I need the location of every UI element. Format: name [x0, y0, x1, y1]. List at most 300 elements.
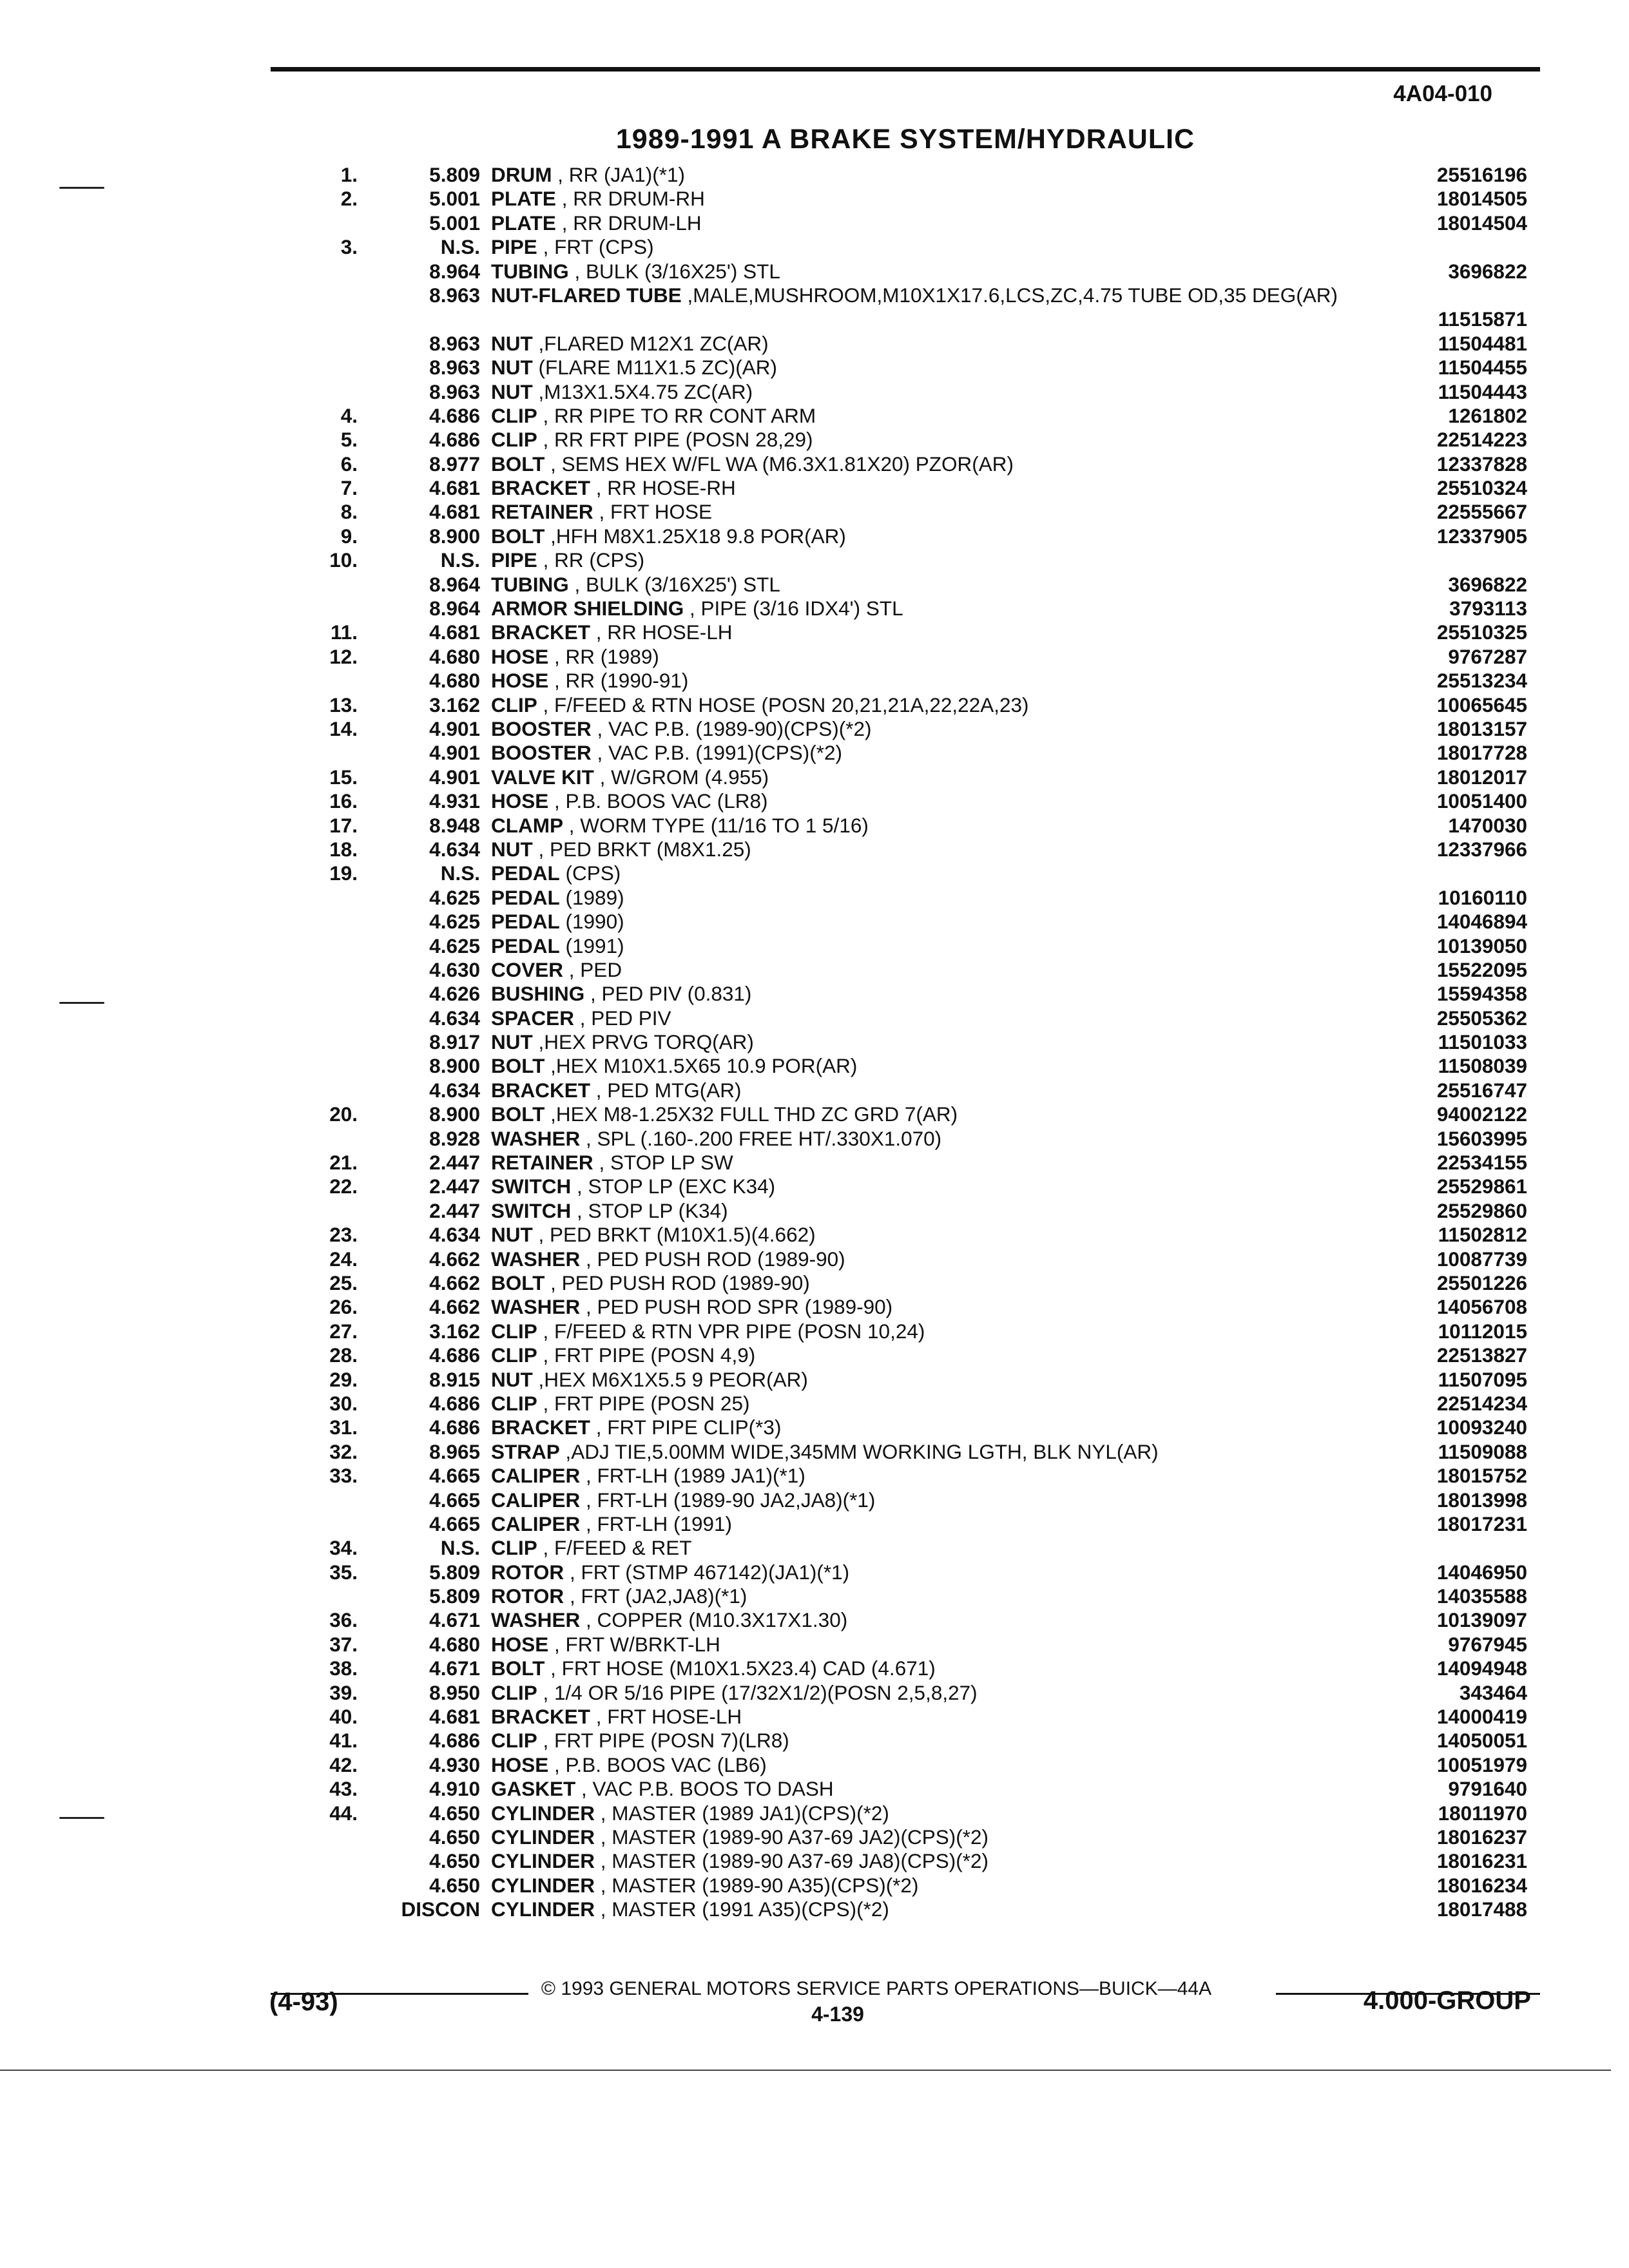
- part-detail: ,HEX M10X1.5X65 10.9 POR(AR): [550, 1054, 858, 1078]
- item-ref-number: 16.: [329, 789, 358, 813]
- part-detail: ,HEX PRVG TORQ(AR): [538, 1030, 754, 1054]
- table-row: [284, 1898, 1527, 1921]
- part-name: PLATE: [491, 187, 556, 211]
- group-number: 8.948: [429, 813, 480, 837]
- item-ref-number: 11.: [330, 620, 358, 644]
- part-detail: , STOP LP (EXC K34): [577, 1175, 776, 1198]
- table-row: [284, 934, 1527, 958]
- footer-copyright: © 1993 GENERAL MOTORS SERVICE PARTS OPERATIONS—BUICK—44A: [541, 1978, 1212, 1999]
- part-description: [491, 1368, 1458, 1392]
- item-ref-number: 2.: [340, 187, 358, 211]
- part-detail: , BULK (3/16X25') STL: [574, 259, 780, 283]
- group-number: 8.964: [429, 597, 480, 620]
- part-number: 14035588: [1436, 1584, 1527, 1608]
- table-row: [284, 476, 1527, 500]
- item-ref-number: 27.: [329, 1319, 358, 1343]
- part-detail: ,HEX M8-1.25X32 FULL THD ZC GRD 7(AR): [550, 1102, 958, 1126]
- part-description: [491, 548, 1458, 572]
- group-number: 4.901: [429, 717, 480, 740]
- part-description: [491, 1030, 1458, 1054]
- table-row: [284, 524, 1527, 548]
- part-number: 11508039: [1438, 1054, 1527, 1078]
- part-detail: , F/FEED & RET: [543, 1536, 692, 1560]
- item-ref-number: 1.: [340, 163, 358, 186]
- part-detail: , FRT-LH (1991): [586, 1512, 733, 1535]
- table-row: [284, 187, 1527, 211]
- table-row: [284, 1079, 1527, 1102]
- table-row: [284, 1127, 1527, 1151]
- group-number: 4.681: [429, 1705, 480, 1729]
- part-number: 10051979: [1436, 1753, 1527, 1776]
- group-number: 4.665: [429, 1464, 480, 1488]
- part-name: RETAINER: [491, 1151, 593, 1175]
- table-row: [284, 1006, 1527, 1030]
- part-detail: (1991): [565, 934, 624, 957]
- table-row: [284, 356, 1527, 380]
- part-number: 25529860: [1436, 1198, 1527, 1222]
- item-ref-number: 36.: [329, 1608, 358, 1632]
- table-row: [284, 332, 1527, 356]
- margin-mark: [59, 1002, 104, 1004]
- part-description: [491, 1440, 1458, 1464]
- part-detail: (1989): [565, 885, 624, 909]
- part-description: [491, 789, 1458, 813]
- table-row: [284, 1633, 1527, 1657]
- item-ref-number: 23.: [329, 1223, 358, 1247]
- part-number: 10065645: [1436, 693, 1527, 716]
- part-name: HOSE: [491, 644, 549, 668]
- part-number: 18013998: [1436, 1488, 1527, 1512]
- table-row: [284, 548, 1527, 572]
- group-number: 4.650: [429, 1873, 480, 1897]
- part-name: STRAP: [491, 1439, 560, 1463]
- part-description: [491, 452, 1458, 476]
- part-detail: (1990): [565, 910, 624, 934]
- table-row: [284, 235, 1527, 259]
- part-name: PIPE: [491, 548, 537, 572]
- part-description: [491, 1584, 1458, 1608]
- table-row: [284, 1247, 1527, 1271]
- group-number: 4.686: [429, 1729, 480, 1753]
- part-name: HOSE: [491, 1753, 549, 1776]
- part-number: 15522095: [1436, 957, 1527, 981]
- part-name: CYLINDER: [491, 1898, 595, 1921]
- part-detail: (CPS): [565, 861, 621, 885]
- part-description: [491, 1802, 1458, 1825]
- part-number: 25516747: [1436, 1078, 1527, 1102]
- part-description: [491, 1512, 1458, 1536]
- part-detail: , FRT HOSE-LH: [595, 1705, 742, 1729]
- part-number: 11507095: [1438, 1367, 1527, 1391]
- part-description: [491, 500, 1458, 524]
- part-description: [491, 1488, 1458, 1512]
- part-detail: , RR (1990-91): [554, 669, 689, 693]
- group-number: 4.681: [429, 500, 480, 524]
- part-description: [491, 1729, 1458, 1753]
- part-description: [491, 1705, 1458, 1729]
- group-number: 8.915: [429, 1367, 480, 1391]
- part-description: [491, 1608, 1458, 1632]
- part-number: 11509088: [1438, 1439, 1527, 1463]
- group-number: 4.634: [429, 1006, 480, 1030]
- part-detail: , P.B. BOOS VAC (LB6): [554, 1753, 767, 1776]
- group-number: 4.680: [429, 669, 480, 693]
- item-ref-number: 4.: [340, 403, 358, 427]
- part-name: GASKET: [491, 1777, 576, 1801]
- part-detail: , PIPE (3/16 IDX4') STL: [689, 597, 903, 620]
- part-description: [491, 356, 1458, 380]
- part-description: [491, 886, 1458, 910]
- group-number: 4.625: [429, 934, 480, 957]
- part-name: NUT: [491, 356, 533, 380]
- page-number: 4-139: [811, 2003, 864, 2026]
- part-name: TUBING: [491, 259, 569, 283]
- group-number: 4.634: [429, 1078, 480, 1102]
- part-description: [491, 861, 1458, 885]
- item-ref-number: 29.: [329, 1367, 358, 1391]
- table-row: [284, 1151, 1527, 1175]
- part-number: 12337905: [1436, 524, 1527, 548]
- part-name: HOSE: [491, 669, 549, 693]
- part-detail: , FRT W/BRKT-LH: [554, 1632, 720, 1656]
- table-row: [284, 1536, 1527, 1560]
- table-row: [284, 789, 1527, 813]
- part-number: 25529861: [1436, 1175, 1527, 1198]
- table-row: [284, 1368, 1527, 1392]
- item-ref-number: 41.: [329, 1729, 358, 1753]
- item-ref-number: 9.: [340, 524, 358, 548]
- table-row: [284, 1874, 1527, 1898]
- part-detail: , PED MTG(AR): [595, 1078, 742, 1102]
- part-name: CLIP: [491, 1729, 537, 1753]
- table-row: [284, 1584, 1527, 1608]
- group-number: 8.900: [429, 1054, 480, 1078]
- part-detail: , RR (CPS): [543, 548, 645, 572]
- table-row: [284, 693, 1527, 717]
- item-ref-number: 14.: [329, 717, 358, 740]
- part-number: 14094948: [1436, 1657, 1527, 1680]
- part-name: ARMOR SHIELDING: [491, 597, 684, 620]
- group-number: N.S.: [440, 1536, 480, 1560]
- part-number: 9767945: [1448, 1632, 1527, 1656]
- item-ref-number: 20.: [329, 1102, 358, 1126]
- part-detail: , SEMS HEX W/FL WA (M6.3X1.81X20) PZOR(AR): [550, 452, 1014, 476]
- part-name: CALIPER: [491, 1464, 581, 1488]
- part-name: BRACKET: [491, 1416, 590, 1439]
- item-ref-number: 43.: [329, 1777, 358, 1801]
- part-number: 18017728: [1436, 741, 1527, 765]
- table-row: [284, 1343, 1527, 1367]
- part-name: VALVE KIT: [491, 765, 594, 789]
- part-detail: , RR PIPE TO RR CONT ARM: [543, 403, 816, 427]
- group-number: 4.686: [429, 1343, 480, 1367]
- table-row: [284, 1030, 1527, 1054]
- group-number: 4.650: [429, 1801, 480, 1825]
- part-detail: , F/FEED & RTN HOSE (POSN 20,21,21A,22,22A,23): [543, 693, 1029, 716]
- item-ref-number: 38.: [329, 1657, 358, 1680]
- table-row: [284, 645, 1527, 669]
- part-number: 94002122: [1436, 1102, 1527, 1126]
- part-number: [1392, 548, 1527, 572]
- item-ref-number: 6.: [340, 452, 358, 476]
- part-name: CYLINDER: [491, 1801, 595, 1825]
- parts-list: [284, 163, 1527, 1922]
- item-ref-number: 10.: [329, 548, 358, 572]
- part-detail: , PED: [568, 957, 622, 981]
- group-number: 4.686: [429, 1416, 480, 1439]
- group-number: 8.963: [429, 331, 480, 355]
- part-detail: , FRT PIPE (POSN 7)(LR8): [543, 1729, 789, 1753]
- part-description: [491, 1199, 1458, 1223]
- part-name: NUT: [491, 1223, 533, 1247]
- part-detail: , MASTER (1989-90 A37-69 JA8)(CPS)(*2): [600, 1849, 989, 1873]
- part-number: [1392, 235, 1527, 259]
- part-number: 18012017: [1436, 765, 1527, 789]
- table-row: [284, 1657, 1527, 1680]
- table-row: [284, 597, 1527, 620]
- part-name: BOLT: [491, 1271, 545, 1294]
- part-number: 22513827: [1436, 1343, 1527, 1367]
- part-number: 14046950: [1436, 1560, 1527, 1584]
- item-ref-number: 39.: [329, 1680, 358, 1704]
- part-name: PEDAL: [491, 910, 560, 934]
- part-number: 25510324: [1436, 476, 1527, 500]
- part-number: 343464: [1459, 1680, 1527, 1704]
- part-number: 25501226: [1436, 1271, 1527, 1294]
- table-row: [284, 717, 1527, 741]
- part-name: BOLT: [491, 452, 545, 476]
- part-description: [491, 1343, 1458, 1367]
- part-number: 18016231: [1436, 1849, 1527, 1873]
- table-row: [284, 500, 1527, 524]
- part-name: BOLT: [491, 524, 545, 548]
- table-row: [284, 886, 1527, 910]
- part-number: 25510325: [1436, 620, 1527, 644]
- part-description: [491, 1223, 1458, 1247]
- group-number: 4.634: [429, 837, 480, 861]
- part-name: CYLINDER: [491, 1873, 595, 1897]
- table-row: [284, 380, 1527, 404]
- part-number: 3696822: [1448, 572, 1527, 596]
- part-description: [491, 1681, 1458, 1705]
- part-name: PEDAL: [491, 861, 560, 885]
- part-detail: , PED PUSH ROD (1989-90): [586, 1247, 845, 1271]
- table-row: [284, 814, 1527, 838]
- part-description: [491, 573, 1458, 597]
- table-row: [284, 1199, 1527, 1223]
- item-ref-number: 19.: [329, 861, 358, 885]
- part-name: CYLINDER: [491, 1849, 595, 1873]
- part-number: 12337828: [1436, 452, 1527, 476]
- part-detail: , VAC P.B. BOOS TO DASH: [581, 1777, 834, 1801]
- part-detail: , FRT (CPS): [543, 235, 654, 259]
- part-name: WASHER: [491, 1247, 581, 1271]
- part-name: WASHER: [491, 1126, 581, 1150]
- group-number: 8.977: [429, 452, 480, 476]
- group-number: 8.964: [429, 259, 480, 283]
- part-name: COVER: [491, 957, 564, 981]
- table-row: [284, 260, 1527, 284]
- part-detail: ,HFH M8X1.25X18 9.8 POR(AR): [550, 524, 846, 548]
- group-number: 4.930: [429, 1753, 480, 1776]
- part-detail: , P.B. BOOS VAC (LR8): [554, 789, 768, 813]
- part-detail: , WORM TYPE (11/16 TO 1 5/16): [568, 813, 869, 837]
- item-ref-number: 18.: [329, 837, 358, 861]
- item-ref-number: 33.: [329, 1464, 358, 1488]
- part-name: BRACKET: [491, 620, 590, 644]
- part-name: ROTOR: [491, 1584, 564, 1608]
- part-detail: , FRT HOSE (M10X1.5X23.4) CAD (4.671): [550, 1657, 936, 1680]
- part-number: 11502812: [1438, 1223, 1527, 1247]
- table-row: [284, 284, 1527, 332]
- group-number: 3.162: [429, 693, 480, 716]
- group-number: DISCON: [401, 1898, 480, 1921]
- part-name: NUT: [491, 380, 533, 403]
- part-detail: , BULK (3/16X25') STL: [574, 572, 780, 596]
- group-number: 8.900: [429, 1102, 480, 1126]
- part-detail: , PED PUSH ROD (1989-90): [550, 1271, 810, 1294]
- item-ref-number: 12.: [329, 644, 358, 668]
- part-description: [491, 934, 1458, 958]
- table-row: [284, 958, 1527, 982]
- part-name: BRACKET: [491, 1705, 590, 1729]
- part-number: 11504443: [1438, 380, 1527, 403]
- part-name: NUT: [491, 331, 533, 355]
- item-ref-number: 15.: [329, 765, 358, 789]
- table-row: [284, 573, 1527, 597]
- part-detail: , MASTER (1989 JA1)(CPS)(*2): [600, 1801, 889, 1825]
- part-number: 14050051: [1436, 1729, 1527, 1753]
- part-detail: , FRT (JA2,JA8)(*1): [569, 1584, 747, 1608]
- page-title: 1989-1991 A BRAKE SYSTEM/HYDRAULIC: [615, 124, 1195, 155]
- item-ref-number: 25.: [329, 1271, 358, 1294]
- part-detail: , PED BRKT (M8X1.25): [538, 837, 751, 861]
- part-detail: ,MALE,MUSHROOM,M10X1X17.6,LCS,ZC,4.75 TUBE OD,35 DEG(AR): [687, 283, 1338, 307]
- group-number: 8.963: [429, 356, 480, 380]
- part-name: SWITCH: [491, 1198, 572, 1222]
- part-number: 10112015: [1438, 1319, 1527, 1343]
- part-name: NUT: [491, 1367, 533, 1391]
- item-ref-number: 7.: [340, 476, 358, 500]
- table-row: [284, 1802, 1527, 1825]
- item-ref-number: 30.: [329, 1391, 358, 1415]
- table-row: [284, 1825, 1527, 1849]
- part-detail: , FRT HOSE: [599, 500, 713, 524]
- part-detail: , RR FRT PIPE (POSN 28,29): [543, 428, 813, 452]
- margin-mark: [59, 187, 104, 189]
- part-number: 15594358: [1436, 982, 1527, 1006]
- group-number: 2.447: [429, 1175, 480, 1198]
- part-description: [491, 1102, 1458, 1126]
- group-number: 4.680: [429, 1632, 480, 1656]
- part-name: CLIP: [491, 1319, 537, 1343]
- part-name: SWITCH: [491, 1175, 572, 1198]
- part-description: [491, 1561, 1458, 1584]
- group-number: 8.928: [429, 1126, 480, 1150]
- part-detail: , RR DRUM-RH: [561, 187, 705, 211]
- part-number: 18017231: [1436, 1512, 1527, 1535]
- part-number: 25516196: [1436, 163, 1527, 186]
- table-row: [284, 861, 1527, 885]
- part-name: CLIP: [491, 1391, 537, 1415]
- part-description: [491, 1151, 1458, 1175]
- part-name: BOLT: [491, 1657, 545, 1680]
- part-description: [491, 260, 1458, 284]
- part-detail: ,HEX M6X1X5.5 9 PEOR(AR): [538, 1367, 808, 1391]
- part-number: 10087739: [1436, 1247, 1527, 1271]
- part-name: BUSHING: [491, 982, 585, 1006]
- part-name: TUBING: [491, 572, 569, 596]
- group-number: 4.681: [429, 620, 480, 644]
- table-row: [284, 1271, 1527, 1295]
- part-description: [491, 1295, 1458, 1319]
- part-description: [491, 1849, 1458, 1873]
- part-name: CLIP: [491, 1536, 537, 1560]
- part-detail: , FRT-LH (1989 JA1)(*1): [586, 1464, 805, 1488]
- table-row: [284, 404, 1527, 428]
- part-number: 22514234: [1436, 1391, 1527, 1415]
- table-row: [284, 620, 1527, 644]
- part-name: CALIPER: [491, 1512, 581, 1535]
- part-number: 25505362: [1436, 1006, 1527, 1030]
- part-description: [491, 814, 1458, 838]
- item-ref-number: 13.: [329, 693, 358, 716]
- part-number: 1261802: [1448, 403, 1527, 427]
- part-name: BRACKET: [491, 1078, 590, 1102]
- item-ref-number: 35.: [329, 1560, 358, 1584]
- group-number: 4.662: [429, 1247, 480, 1271]
- part-detail: , RR (JA1)(*1): [557, 163, 686, 186]
- group-number: 4.650: [429, 1825, 480, 1849]
- top-rule: [271, 67, 1540, 72]
- part-name: HOSE: [491, 1632, 549, 1656]
- group-number: 8.963: [429, 283, 480, 307]
- part-name: NUT-FLARED TUBE: [491, 283, 682, 307]
- group-number: 4.634: [429, 1223, 480, 1247]
- part-description: [491, 1079, 1458, 1102]
- part-name: PEDAL: [491, 885, 560, 909]
- part-number: 22514223: [1436, 428, 1527, 452]
- part-description: [491, 1127, 1458, 1151]
- part-detail: , MASTER (1989-90 A35)(CPS)(*2): [600, 1873, 919, 1897]
- group-number: 8.964: [429, 572, 480, 596]
- table-row: [284, 1102, 1527, 1126]
- part-description: [491, 1633, 1458, 1657]
- part-description: [491, 1054, 1458, 1078]
- part-number: 18013157: [1436, 717, 1527, 740]
- footer-date-code: (4-93): [269, 1988, 338, 2016]
- part-description: [491, 910, 1458, 934]
- group-number: 4.681: [429, 476, 480, 500]
- part-name: CALIPER: [491, 1488, 581, 1512]
- part-name: WASHER: [491, 1608, 581, 1632]
- part-description: [491, 693, 1458, 717]
- group-number: N.S.: [440, 235, 480, 259]
- part-detail: , FRT PIPE CLIP(*3): [595, 1416, 782, 1439]
- part-name: BOOSTER: [491, 741, 592, 765]
- part-number: 14000419: [1436, 1705, 1527, 1729]
- part-number: [1392, 1536, 1527, 1560]
- part-detail: , PED BRKT (M10X1.5)(4.662): [538, 1223, 816, 1247]
- part-detail: , VAC P.B. (1991)(CPS)(*2): [597, 741, 842, 765]
- table-row: [284, 765, 1527, 789]
- table-row: [284, 741, 1527, 765]
- table-row: [284, 1464, 1527, 1488]
- table-row: [284, 1512, 1527, 1536]
- item-ref-number: 37.: [329, 1632, 358, 1656]
- part-number: 11504481: [1438, 331, 1527, 355]
- part-number: 12337966: [1436, 837, 1527, 861]
